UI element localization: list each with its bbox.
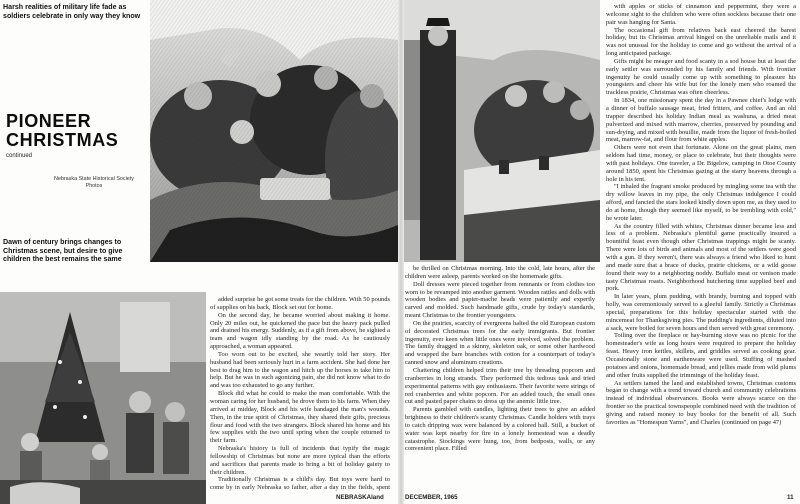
photo-credit: Nebraska State Historical Society Photos	[54, 176, 134, 189]
paragraph: Toiling over the fireplace or hay-burning stove was no picnic for the homesteader's wife as long hours were required to prepare the holiday feast. Heavy iron kettles, skillets, and griddles served as cooking gear. Occasionally stone and earthenware were used. Stuffing of mashed potatoes and onions, homemade bread, and jellies made from wild plums and other fruits supplied the trimmings of the holiday feast.	[606, 332, 796, 379]
paragraph: Doll dresses were pieced together from remnants or from clothes too worn to be revamped into another garment. Wooden rattles and dolls with wooden bodies and papier-mache heads were patiently and expertly carved and molded. Such handmade gifts, crude by today's standards, meant Christmas to the frontier youngsters.	[405, 280, 595, 320]
paragraph: In 1834, one missionary spent the day in a Pawnee chief's lodge with a dinner of buffalo sausage meat, fried fritters, and coffee. And an old trapper described his holiday Indian meal as washuna, a dried meat pulverized and mixed with marrow, cherries, preserved by pounding and sun-drying, and mixed with bouillie, made from the liquor of fresh-boiled meat, marrow-fat, and flour from white apples.	[606, 97, 796, 144]
paragraph: Too worn out to be excited, she wearily told her story. Her husband had been seriously hurt in a farm accident. She had done her best to drag him to the wagon and hitch up the horses to take him to help. But he was in such agonizing pain, she did not know what to do and was too exhausted to go any further.	[210, 350, 390, 390]
article-column-3	[606, 3, 796, 493]
issue-date: DECEMBER, 1965	[405, 494, 458, 501]
soldiers-photo	[150, 0, 398, 262]
paragraph: On the prairies, scarcity of evergreens halted the old European custom of decorated Christmas trees for the early immigrants. But frontier ingenuity, ever keen when little ones were involved, solved the problem. The family dragged in a skinny, skeleton oak, or some other hardwood and wrapped the bare branches with cotton for a counterpart of today's canned snow and aluminum creations.	[405, 319, 595, 367]
paragraph: Chattering children helped trim their tree by threading popcorn and cranberries in long strands. They performed this tedious task and tried experimental patterns with gay enthusiasm. Their favorite were strings of red cranberries and white popcorn. For an added touch, the small ones cut and pasted paper chains to dress up the anemic little tree.	[405, 366, 595, 406]
paragraph: Others were not even that fortunate. Alone on the great plains, men seldom had time, money, or place to celebrate, but their thoughts were with past holidays. One traveler, a Dr. Bigelow, camping in Otoe County around 1850, spent his Christmas gazing at the starry heavens through a hole in his tent.	[606, 144, 796, 183]
article-column-2	[405, 265, 595, 493]
magazine-name: NEBRASKAland	[336, 494, 384, 501]
article-title: PIONEER CHRISTMAS	[6, 111, 119, 150]
paragraph: Traditionally Christmas is a child's day. But toys were hard to come by in early Nebraska so father, after a day in the fields, spent	[210, 476, 390, 492]
photo-caption: Dawn of century brings changes to Christmas scene, but desire to give children the best remains the same	[3, 238, 123, 264]
page-gutter	[398, 0, 404, 504]
paragraph: be thrilled on Christmas morning. Into the cold, late hours, after the children were asleep, parents worked on the homemade gifts.	[405, 265, 595, 280]
paragraph: "I inhaled the fragrant smoke produced by mingling some tea with the dry willow leaves in my pipe, the only Christmas indulgence I could afford, and fancied the stars looked kindly down upon me, as they used to do at home, though they seemed like myself, to be trembling with cold," he wrote later.	[606, 183, 796, 222]
photo-caption: Harsh realities of military life fade as soldiers celebrate in only way they know	[3, 3, 141, 20]
article-column-1	[210, 296, 390, 492]
paragraph: added surprise he got some treats for the children. With 50 pounds of supplies on his back, Block set out for home.	[210, 296, 390, 311]
paragraph: Parents gambled with candles, lighting their trees to give an added brightness to their children's scanty Christmas. Candle holders with trays to catch dripping wax were balanced by a colored ball. Still, a bucket of water was kept nearby for fire in a lonely homestead was a deadly catastrophe. Stockings were hung, too, from bedposts, walls, or any convenient place. Filled	[405, 406, 595, 453]
family-christmas-tree-photo	[0, 292, 206, 504]
paragraph: Gifts might be meager and food scanty in a sod house but at least the early settler was surrounded by his family and friends. With frontier ingenuity he could usually come up with something to pleasure his youngsters and cheer his wife but for the lonely men who roamed the trackless prairie, Christmas was often cheerless.	[606, 57, 796, 97]
paragraph: On the second day, he became worried about making it home. Only 20 miles out, he quickened the pace but the heavy pack pulled and drained his energy. Suddenly, as if a gift from above, he sighted a team and wagon idly standing by the road. As he cautiously approached, a woman appeared.	[210, 311, 390, 351]
continued-label: continued	[6, 153, 33, 159]
paragraph: In later years, plum pudding, with brandy, burning and topped with holly, was ceremoniously served to a gleeful family. Strictly a Christmas special, preparations for this holiday spectacular started with the mincemeat for Thanksgiving pies. The pudding's ingredients, diluted into a sack, were boiled for seven hours and then served with great ceremony.	[606, 293, 796, 332]
paragraph: with apples or sticks of cinnamon and peppermint, they were a welcome sight to the children who were often sockless because their one pair was hanging for Santa.	[606, 3, 796, 26]
paragraph: As settlers tamed the land and established towns, Christmas customs began to change with a trend toward church and community celebrations instead of individual observances. Books were always scarce on the frontier so the practical townspeople combined need with the tradition of giving and raised money to buy books for the benefit of all. Such favorites as "Homespun Yarns", and Charles (continued on page 47)	[606, 379, 796, 426]
paragraph: As the country filled with whites, Christmas dinner became less and less of a problem. Nebraska's plentiful game practically insured a bountiful feast even though other Christmas trappings might be scanty. There were lots of birds and animals and most of the settlers were good with a gun. If they weren't, there was always a friend who liked to hunt and made sure that a brace of ducks, prairie chickens, or a wild goose found their way to a neighboring noddy. Buffalo meat or venison made tasty Christmas roasts. Neighborhood hutchering time supplied beef and pork.	[606, 222, 796, 293]
page-number: 11	[787, 494, 794, 501]
soldiers-table-photo	[404, 0, 600, 262]
paragraph: Nebraska's history is full of incidents that typify the magic fellowship of Christmas but none are more typical than the efforts and sacrifices that parents made to bring a bit of holiday gaiety to their children.	[210, 445, 390, 476]
paragraph: The occasional gift from relatives back east cheered the barest holiday, but its Christmas arrival hinged on the unreliable mails and it was not unusual for the holiday to come and go without the arrival of a long anticipated package.	[606, 26, 796, 58]
paragraph: Block did what he could to make the man comfortable. With the woman caring for her husband, he drove them to his farm. When they arrived at midday, Block and his wife bandaged the man's wounds. Then, in the true spirit of Christmas, they shared their gifts, precious flour and food with the two strangers. Block shared his home and his few supplies with the two until spring when the couple returned to their farm.	[210, 390, 390, 445]
